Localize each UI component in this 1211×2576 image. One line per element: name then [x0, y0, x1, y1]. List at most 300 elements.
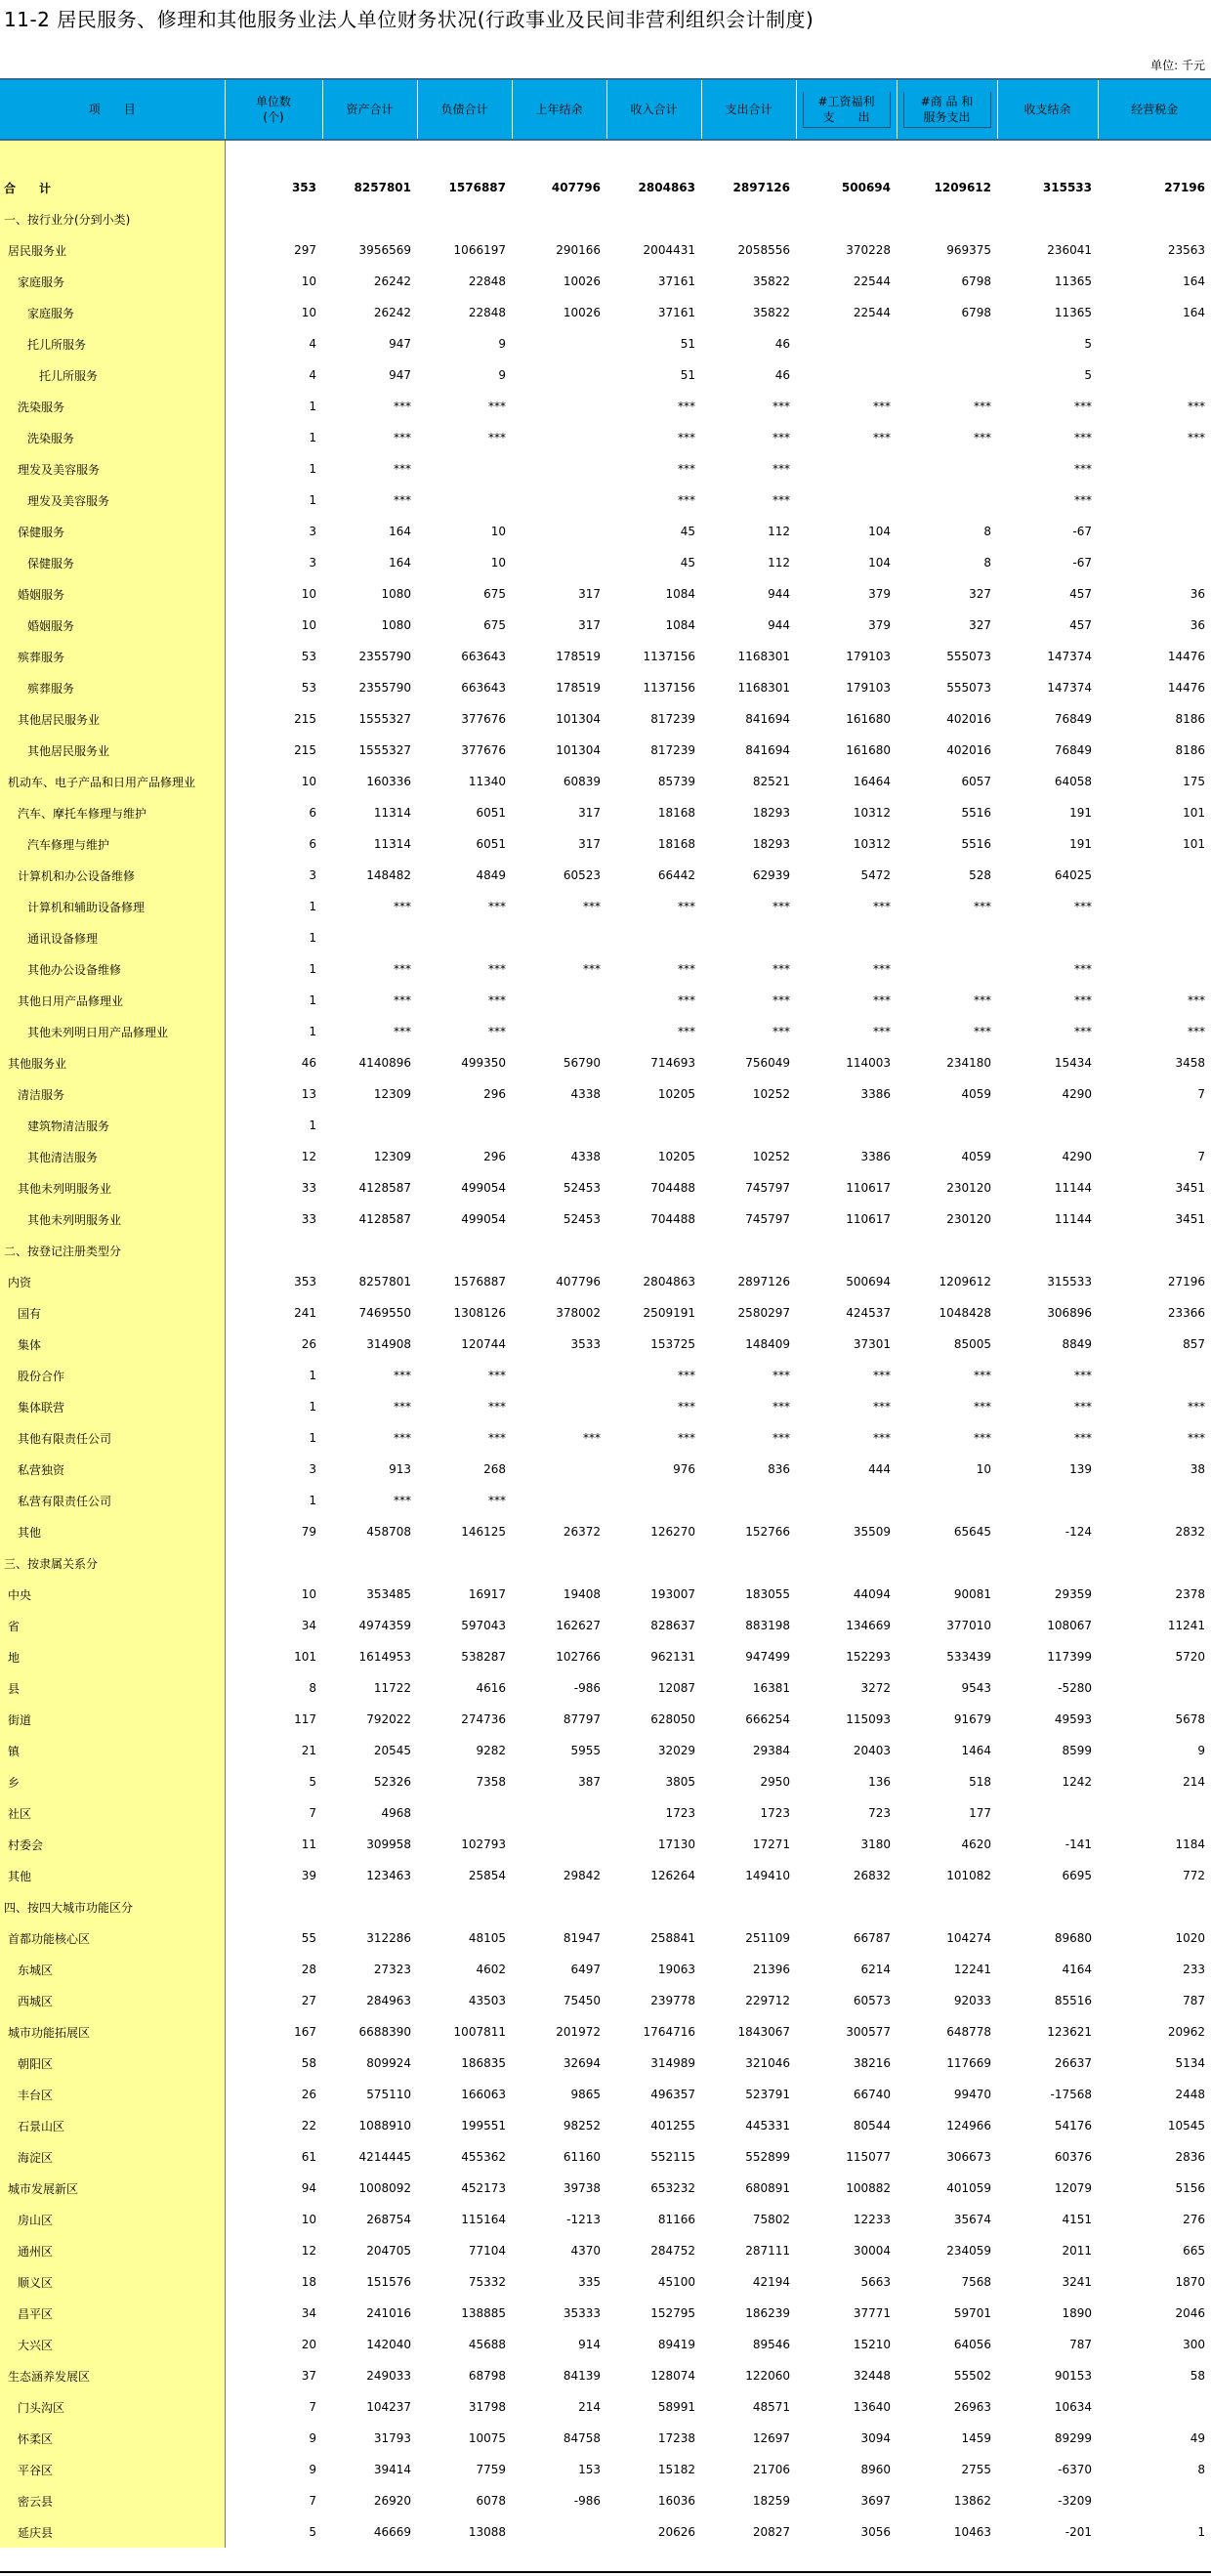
- cell-value: 204705: [366, 2244, 411, 2258]
- cell-value: 3451: [1175, 1212, 1205, 1226]
- row-label: 县: [0, 1672, 225, 1704]
- cell-value: 102766: [556, 1650, 601, 1664]
- cell-value: 756049: [745, 1056, 790, 1070]
- cell-value: [897, 1485, 997, 1516]
- cell-value: 122060: [745, 2369, 790, 2383]
- cell-value: 75450: [563, 1994, 601, 2007]
- row-label: 私营独资: [0, 1454, 225, 1485]
- cell-value: 4128587: [358, 1181, 411, 1195]
- cell-value: 44094: [853, 1587, 891, 1601]
- cell-value: 33: [301, 1212, 316, 1226]
- cell-value: 6051: [476, 837, 506, 851]
- cell-value: 115093: [846, 1712, 891, 1726]
- cell-value: ***: [678, 1431, 695, 1445]
- cell-value: 555073: [946, 681, 991, 695]
- cell-value: 663643: [461, 650, 506, 663]
- cell-value: 18293: [752, 806, 790, 820]
- cell-value: 191: [1069, 806, 1092, 820]
- table-row: [0, 797, 1211, 828]
- table-row: [0, 1547, 1211, 1579]
- cell-value: 7: [1197, 1087, 1205, 1101]
- cell-value: 28: [301, 1963, 316, 1976]
- cell-value: [701, 922, 796, 953]
- cell-value: [1098, 1547, 1211, 1579]
- cell-value: 7: [309, 2494, 316, 2508]
- cell-value: ***: [678, 1400, 695, 1414]
- cell-value: 379: [868, 587, 891, 601]
- cell-value: 29359: [1054, 1587, 1092, 1601]
- row-label: 国有: [0, 1297, 225, 1329]
- cell-value: ***: [488, 431, 506, 444]
- cell-value: ***: [488, 1369, 506, 1382]
- cell-value: 26242: [373, 306, 411, 319]
- cell-value: 10312: [853, 837, 891, 851]
- table-row: [0, 1454, 1211, 1485]
- cell-value: 10545: [1167, 2119, 1205, 2133]
- cell-value: 2355790: [358, 650, 411, 663]
- cell-value: [417, 203, 512, 234]
- cell-value: 21: [301, 1744, 316, 1757]
- cell-value: ***: [773, 962, 790, 976]
- cell-value: 1007811: [453, 2025, 506, 2039]
- cell-value: [997, 1110, 1098, 1141]
- cell-value: 32029: [657, 1744, 695, 1757]
- cell-value: 499054: [461, 1181, 506, 1195]
- row-label: 其他未列明服务业: [0, 1172, 225, 1204]
- cell-value: 46: [301, 1056, 316, 1070]
- cell-value: 85739: [657, 775, 695, 788]
- cell-value: 115164: [461, 2213, 506, 2226]
- cell-value: 312286: [366, 1931, 411, 1945]
- cell-value: 26832: [853, 1869, 891, 1882]
- cell-value: 378002: [556, 1306, 601, 1320]
- cell-value: [1098, 485, 1211, 516]
- cell-value: 704488: [650, 1181, 695, 1195]
- cell-value: [1098, 1797, 1211, 1829]
- table-row: [0, 1235, 1211, 1266]
- table-row: [0, 1641, 1211, 1672]
- cell-value: 1168301: [737, 681, 790, 695]
- cell-value: 274736: [461, 1712, 506, 1726]
- row-label: 其他居民服务业: [0, 735, 225, 766]
- cell-value: 5516: [961, 806, 991, 820]
- cell-value: ***: [583, 962, 601, 976]
- cell-value: 56790: [563, 1056, 601, 1070]
- cell-value: 183055: [745, 1587, 790, 1601]
- cell-value: 6695: [1062, 1869, 1092, 1882]
- row-label: 街道: [0, 1704, 225, 1735]
- cell-value: 315533: [1047, 1275, 1092, 1288]
- header-row: [0, 79, 1211, 140]
- cell-value: [225, 203, 322, 234]
- cell-value: 315533: [1042, 181, 1092, 194]
- cell-value: 178519: [556, 681, 601, 695]
- table-row: [0, 922, 1211, 953]
- cell-value: 1020: [1175, 1931, 1205, 1945]
- cell-value: 60376: [1054, 2150, 1092, 2164]
- cell-value: 268: [483, 1462, 506, 1476]
- row-label: 一、按行业分(分到小类): [0, 203, 225, 234]
- table-row: [0, 1672, 1211, 1704]
- cell-value: 241016: [366, 2306, 411, 2320]
- cell-value: 3180: [860, 1837, 891, 1851]
- cell-value: 1: [309, 1494, 316, 1507]
- cell-value: 18168: [657, 806, 695, 820]
- cell-value: 4151: [1062, 2213, 1092, 2226]
- row-label: 大兴区: [0, 2329, 225, 2360]
- cell-value: 148482: [366, 868, 411, 882]
- cell-value: 424537: [846, 1306, 891, 1320]
- cell-value: 300: [1183, 2338, 1205, 2351]
- row-label: 顺义区: [0, 2266, 225, 2298]
- cell-value: 8: [983, 525, 991, 538]
- cell-value: 19408: [563, 1587, 601, 1601]
- row-label: 其他: [0, 1516, 225, 1547]
- cell-value: ***: [974, 400, 991, 413]
- cell-value: [512, 516, 606, 547]
- cell-value: 1: [309, 1369, 316, 1382]
- cell-value: 533439: [946, 1650, 991, 1664]
- table-row: [0, 1360, 1211, 1391]
- cell-value: 836: [768, 1462, 790, 1476]
- cell-value: 317: [578, 806, 601, 820]
- row-label: 密云县: [0, 2485, 225, 2516]
- cell-value: 1: [309, 931, 316, 945]
- cell-value: 11144: [1054, 1212, 1092, 1226]
- cell-value: 3272: [860, 1681, 891, 1695]
- cell-value: 199551: [461, 2119, 506, 2133]
- cell-value: 4290: [1062, 1150, 1092, 1163]
- table-row: [0, 1204, 1211, 1235]
- cell-value: 214: [1183, 1775, 1205, 1789]
- cell-value: 191: [1069, 837, 1092, 851]
- cell-value: 58991: [657, 2400, 695, 2414]
- cell-value: 164: [1183, 306, 1205, 319]
- cell-value: 117: [294, 1712, 316, 1726]
- cell-value: 19063: [657, 1963, 695, 1976]
- cell-value: 6798: [961, 274, 991, 288]
- cell-value: 17271: [752, 1837, 790, 1851]
- cell-value: ***: [974, 1431, 991, 1445]
- cell-value: [512, 1016, 606, 1047]
- cell-value: ***: [394, 1025, 411, 1038]
- table-row: [0, 1704, 1211, 1735]
- cell-value: [997, 1547, 1098, 1579]
- cell-value: 3386: [860, 1150, 891, 1163]
- cell-value: [512, 1454, 606, 1485]
- cell-value: [997, 1891, 1098, 1922]
- cell-value: 8257801: [354, 181, 411, 194]
- cell-value: 139: [1069, 1462, 1092, 1476]
- cell-value: 321046: [745, 2056, 790, 2070]
- cell-value: ***: [773, 993, 790, 1007]
- cell-value: 25854: [468, 1869, 506, 1882]
- cell-value: 249033: [366, 2369, 411, 2383]
- cell-value: 37161: [657, 306, 695, 319]
- table-row: [0, 1047, 1211, 1078]
- row-label: 延庆县: [0, 2516, 225, 2548]
- table-row: [0, 2141, 1211, 2173]
- cell-value: [512, 1547, 606, 1579]
- cell-value: 1576887: [453, 1275, 506, 1288]
- cell-value: [897, 453, 997, 485]
- cell-value: 215: [294, 743, 316, 757]
- cell-value: [606, 203, 701, 234]
- cell-value: 37771: [853, 2306, 891, 2320]
- cell-value: [796, 1485, 897, 1516]
- row-label: 通州区: [0, 2235, 225, 2266]
- cell-value: 4620: [961, 1837, 991, 1851]
- cell-value: 20626: [657, 2525, 695, 2539]
- cell-value: [897, 359, 997, 391]
- cell-value: [1098, 1110, 1211, 1141]
- cell-value: 10205: [657, 1087, 695, 1101]
- cell-value: [897, 328, 997, 359]
- cell-value: 8: [983, 556, 991, 570]
- cell-value: 13: [301, 1087, 316, 1101]
- cell-value: [897, 485, 997, 516]
- cell-value: 841694: [745, 712, 790, 726]
- cell-value: 3386: [860, 1087, 891, 1101]
- cell-value: 2058556: [737, 243, 790, 257]
- cell-value: [322, 1547, 417, 1579]
- cell-value: 5472: [860, 868, 891, 882]
- cell-value: 23563: [1167, 243, 1205, 257]
- cell-value: 46: [774, 368, 790, 382]
- cell-value: [512, 2516, 606, 2548]
- cell-value: ***: [1074, 962, 1092, 976]
- cell-value: -986: [573, 2494, 601, 2508]
- cell-value: ***: [773, 1400, 790, 1414]
- cell-value: 52326: [373, 1775, 411, 1789]
- cell-value: [225, 1235, 322, 1266]
- cell-value: ***: [974, 1400, 991, 1414]
- cell-value: 4968: [381, 1806, 411, 1820]
- cell-value: 883198: [745, 1619, 790, 1632]
- cell-value: 335: [578, 2275, 601, 2289]
- cell-value: 4140896: [358, 1056, 411, 1070]
- cell-value: 1: [309, 962, 316, 976]
- cell-value: 1080: [381, 587, 411, 601]
- cell-value: 327: [969, 587, 991, 601]
- cell-value: 5955: [570, 1744, 601, 1757]
- cell-value: 16036: [657, 2494, 695, 2508]
- cell-value: [1098, 2485, 1211, 2516]
- header-total-income: 收入合计: [606, 79, 701, 140]
- cell-value: ***: [974, 431, 991, 444]
- table-row: [0, 1829, 1211, 1860]
- cell-value: 4616: [476, 1681, 506, 1695]
- cell-value: 353: [294, 1275, 316, 1288]
- cell-value: 2950: [760, 1775, 790, 1789]
- header-total-assets: 资产合计: [322, 79, 417, 140]
- cell-value: 53: [301, 650, 316, 663]
- cell-value: [606, 1485, 701, 1516]
- table-row: [0, 485, 1211, 516]
- cell-value: [1098, 922, 1211, 953]
- cell-value: [796, 453, 897, 485]
- cell-value: 230120: [946, 1212, 991, 1226]
- spacer-cell: [225, 140, 1211, 172]
- cell-value: 290166: [556, 243, 601, 257]
- table-row: [0, 547, 1211, 578]
- row-label: 居民服务业: [0, 234, 225, 266]
- cell-value: [1098, 1891, 1211, 1922]
- table-row: [0, 828, 1211, 860]
- row-label: 托儿所服务: [0, 328, 225, 359]
- table-row: [0, 2329, 1211, 2360]
- cell-value: 575110: [366, 2088, 411, 2101]
- cell-value: [322, 1235, 417, 1266]
- cell-value: 64058: [1054, 775, 1092, 788]
- cell-value: 9: [498, 337, 506, 351]
- cell-value: 60523: [563, 868, 601, 882]
- cell-value: 11144: [1054, 1181, 1092, 1195]
- cell-value: 27196: [1167, 1275, 1205, 1288]
- cell-value: 1614953: [358, 1650, 411, 1664]
- cell-value: ***: [873, 1431, 891, 1445]
- cell-value: 60839: [563, 775, 601, 788]
- cell-value: 284963: [366, 1994, 411, 2007]
- cell-value: 27323: [373, 1963, 411, 1976]
- cell-value: 9865: [570, 2088, 601, 2101]
- cell-value: 12241: [953, 1963, 991, 1976]
- table-row: [0, 1766, 1211, 1797]
- cell-value: 186835: [461, 2056, 506, 2070]
- cell-value: 22: [301, 2119, 316, 2133]
- cell-value: 147374: [1047, 650, 1092, 663]
- cell-value: [512, 547, 606, 578]
- cell-value: 126264: [650, 1869, 695, 1882]
- cell-value: 1576887: [448, 181, 506, 194]
- cell-value: 5663: [860, 2275, 891, 2289]
- cell-value: 2804863: [638, 181, 695, 194]
- cell-value: 4974359: [358, 1619, 411, 1632]
- cell-value: ***: [488, 1494, 506, 1507]
- cell-value: ***: [394, 1400, 411, 1414]
- cell-value: -67: [1072, 556, 1092, 570]
- cell-value: 857: [1183, 1337, 1205, 1351]
- cell-value: ***: [678, 1369, 695, 1382]
- table-row: [0, 672, 1211, 703]
- cell-value: 29842: [563, 1869, 601, 1882]
- cell-value: 772: [1183, 1869, 1205, 1882]
- cell-value: ***: [678, 993, 695, 1007]
- cell-value: 457: [1069, 587, 1092, 601]
- table-row: [0, 2454, 1211, 2485]
- cell-value: 146125: [461, 1525, 506, 1539]
- cell-value: [796, 1110, 897, 1141]
- cell-value: 37: [301, 2369, 316, 2383]
- row-label: 三、按隶属关系分: [0, 1547, 225, 1579]
- cell-value: 45: [680, 556, 695, 570]
- cell-value: 147374: [1047, 681, 1092, 695]
- table-row: [0, 860, 1211, 891]
- cell-value: 52453: [563, 1181, 601, 1195]
- row-label: 城市发展新区: [0, 2173, 225, 2204]
- cell-value: 276: [1183, 2213, 1205, 2226]
- cell-value: 552115: [650, 2150, 695, 2164]
- cell-value: [417, 1797, 512, 1829]
- cell-value: 407796: [551, 181, 601, 194]
- cell-value: ***: [1074, 431, 1092, 444]
- cell-value: 8257801: [358, 1275, 411, 1288]
- cell-value: 20403: [853, 1744, 891, 1757]
- row-label: 四、按四大城市功能区分: [0, 1891, 225, 1922]
- cell-value: 4164: [1062, 1963, 1092, 1976]
- cell-value: 1308126: [453, 1306, 506, 1320]
- cell-value: 34: [301, 1619, 316, 1632]
- cell-value: [512, 391, 606, 422]
- cell-value: ***: [394, 431, 411, 444]
- cell-value: [512, 1110, 606, 1141]
- cell-value: [606, 1891, 701, 1922]
- cell-value: 314989: [650, 2056, 695, 2070]
- cell-value: -17568: [1050, 2088, 1092, 2101]
- table-row: [0, 1485, 1211, 1516]
- cell-value: 31798: [468, 2400, 506, 2414]
- cell-value: 233: [1183, 1963, 1205, 1976]
- cell-value: [997, 1485, 1098, 1516]
- row-label: 城市功能拓展区: [0, 2016, 225, 2048]
- cell-value: 12309: [373, 1150, 411, 1163]
- cell-value: 10: [301, 2213, 316, 2226]
- cell-value: [512, 453, 606, 485]
- table-row: [0, 1266, 1211, 1297]
- cell-value: 12079: [1054, 2181, 1092, 2195]
- table-row: [0, 703, 1211, 735]
- table-row: [0, 2485, 1211, 2516]
- cell-value: 179103: [846, 650, 891, 663]
- cell-value: 31793: [373, 2431, 411, 2445]
- cell-value: 1723: [665, 1806, 695, 1820]
- cell-value: [512, 328, 606, 359]
- cell-value: 538287: [461, 1650, 506, 1664]
- table-row: [0, 1891, 1211, 1922]
- table-title: 11-2 居民服务、修理和其他服务业法人单位财务状况(行政事业及民间非营利组织会计制度): [4, 8, 814, 31]
- cell-value: 787: [1069, 2338, 1092, 2351]
- cell-value: [322, 922, 417, 953]
- cell-value: 12: [301, 2244, 316, 2258]
- row-label: 其他服务业: [0, 1047, 225, 1078]
- cell-value: ***: [773, 900, 790, 913]
- cell-value: 38216: [853, 2056, 891, 2070]
- cell-value: 10: [301, 274, 316, 288]
- cell-value: 152293: [846, 1650, 891, 1664]
- cell-value: 841694: [745, 743, 790, 757]
- cell-value: 5156: [1175, 2181, 1205, 2195]
- cell-value: 665: [1183, 2244, 1205, 2258]
- cell-value: 402016: [946, 743, 991, 757]
- row-label: 平谷区: [0, 2454, 225, 2485]
- table-row: [0, 359, 1211, 391]
- cell-value: 401059: [946, 2181, 991, 2195]
- cell-value: 20962: [1167, 2025, 1205, 2039]
- cell-value: -124: [1065, 1525, 1092, 1539]
- cell-value: 37301: [853, 1337, 891, 1351]
- cell-value: 17238: [657, 2431, 695, 2445]
- header-goods-services: #商 品 和 服务支出: [897, 79, 997, 140]
- cell-value: -6370: [1058, 2463, 1092, 2476]
- table-row: [0, 203, 1211, 234]
- bottom-rule: [0, 2571, 1211, 2573]
- row-label: 其他日用产品修理业: [0, 985, 225, 1016]
- cell-value: -5280: [1058, 1681, 1092, 1695]
- cell-value: 94: [301, 2181, 316, 2195]
- cell-value: 230120: [946, 1181, 991, 1195]
- cell-value: 15210: [853, 2338, 891, 2351]
- cell-value: 3: [309, 556, 316, 570]
